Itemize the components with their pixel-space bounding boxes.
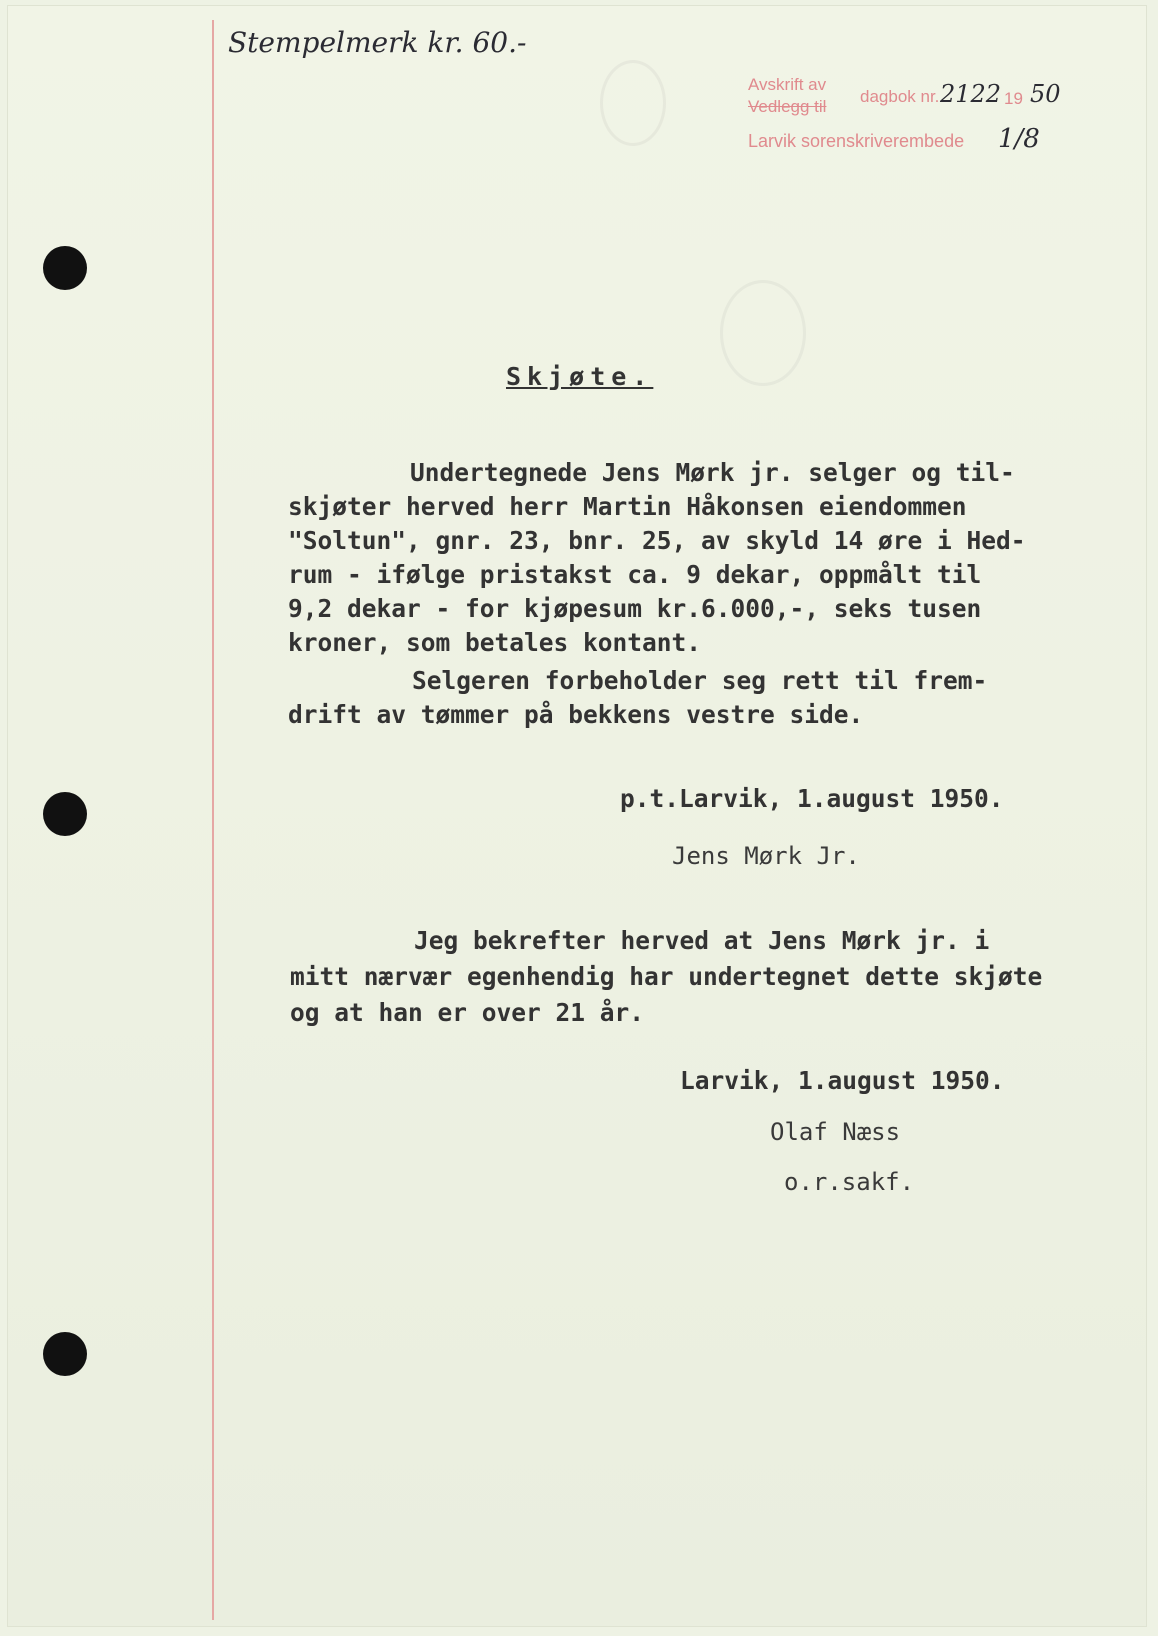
- punch-hole-icon: [43, 792, 87, 836]
- stamp-duty-note: Stempelmerk kr. 60.-: [228, 26, 527, 59]
- paragraph2-line: drift av tømmer på bekkens vestre side.: [288, 700, 864, 729]
- punch-hole-icon: [43, 1332, 87, 1376]
- stamp-date: 1/8: [998, 124, 1040, 154]
- stamp-year-prefix: 19: [1004, 89, 1023, 108]
- stamp-dagbok-number: 2122: [940, 80, 1002, 108]
- registry-stamp: [748, 74, 826, 118]
- paragraph1-line: 9,2 dekar - for kjøpesum kr.6.000,-, seks tusen: [288, 594, 982, 623]
- faint-stamp-mark: [600, 60, 666, 146]
- paragraph3-line: Jeg bekrefter herved at Jens Mørk jr. i: [414, 926, 990, 955]
- document-title: Skjøte.: [506, 362, 654, 391]
- place-date-2: Larvik, 1.august 1950.: [680, 1066, 1005, 1095]
- stamp-office: Larvik sorenskriverembede: [748, 131, 965, 151]
- paragraph3-line: og at han er over 21 år.: [290, 998, 645, 1027]
- stamp-line1: Avskrift av: [748, 75, 827, 94]
- paragraph1-line: rum - ifølge pristakst ca. 9 dekar, oppmålt til: [288, 560, 982, 589]
- signature-2-title: o.r.sakf.: [784, 1168, 915, 1196]
- paragraph1-line: "Soltun", gnr. 23, bnr. 25, av skyld 14 øre i Hed-: [288, 526, 1026, 555]
- faint-stamp-mark: [720, 280, 806, 386]
- signature-2-name: Olaf Næss: [770, 1118, 901, 1146]
- paragraph1-line: kroner, som betales kontant.: [288, 628, 702, 657]
- paper-sheet: [8, 6, 1146, 1626]
- paragraph2-line: Selgeren forbeholder seg rett til frem-: [412, 666, 988, 695]
- stamp-dagbok-label: dagbok nr.: [860, 87, 940, 106]
- paragraph1-line: skjøter herved herr Martin Håkonsen eiendommen: [288, 492, 967, 521]
- signature-1: Jens Mørk Jr.: [672, 842, 860, 870]
- punch-hole-icon: [43, 246, 87, 290]
- stamp-line2: Vedlegg til: [748, 97, 827, 116]
- stamp-year-suffix: 50: [1030, 80, 1061, 108]
- paragraph3-line: mitt nærvær egenhendig har undertegnet dette skjøte: [290, 962, 1043, 991]
- paragraph1-line: Undertegnede Jens Mørk jr. selger og til-: [410, 458, 1015, 487]
- place-date-1: p.t.Larvik, 1.august 1950.: [620, 784, 1004, 813]
- margin-line: [212, 20, 214, 1620]
